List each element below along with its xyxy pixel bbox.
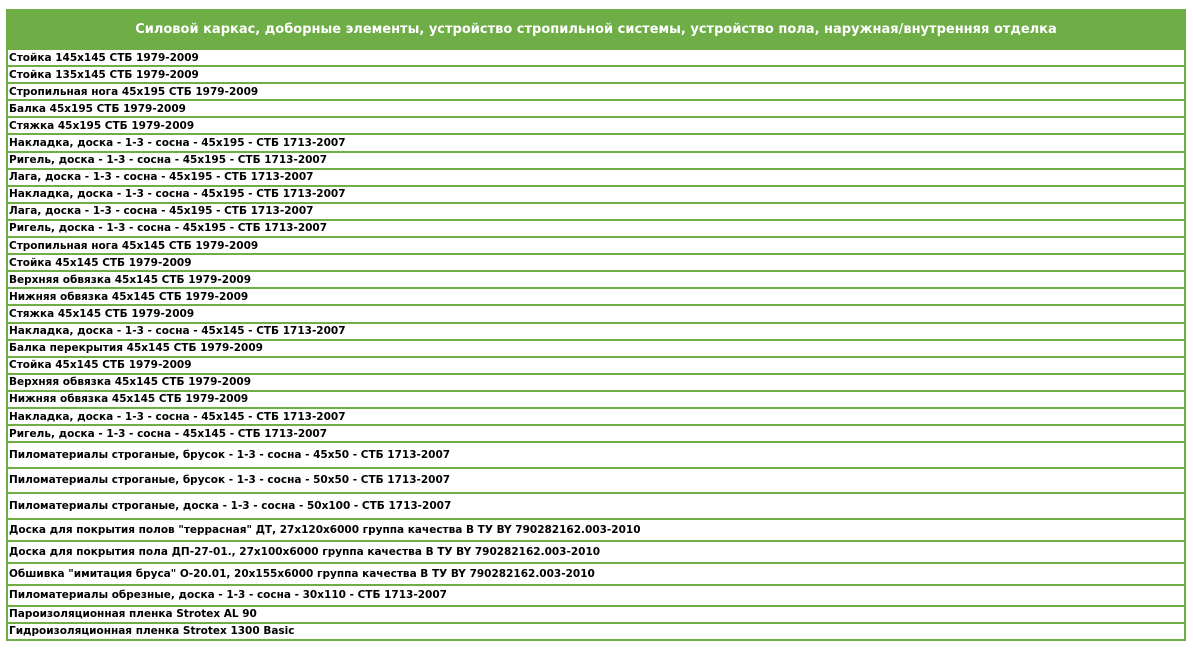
table-rows [8, 48, 1184, 639]
table-row: Верхняя обвязка 45х145 СТБ 1979-2009 [8, 270, 1184, 287]
table-row: Пиломатериалы строганые, брусок - 1-3 - сосна - 45х50 - СТБ 1713-2007 [8, 441, 1184, 467]
table-row: Накладка, доска - 1-3 - сосна - 45х195 - СТБ 1713-2007 [8, 133, 1184, 150]
table-row: Накладка, доска - 1-3 - сосна - 45х145 - СТБ 1713-2007 [8, 322, 1184, 339]
table-row: Стойка 45х145 СТБ 1979-2009 [8, 253, 1184, 270]
table-row: Нижняя обвязка 45х145 СТБ 1979-2009 [8, 390, 1184, 407]
table-row: Стяжка 45х145 СТБ 1979-2009 [8, 304, 1184, 321]
table-row: Пиломатериалы строганые, доска - 1-3 - сосна - 50х100 - СТБ 1713-2007 [8, 492, 1184, 518]
table-row: Балка 45х195 СТБ 1979-2009 [8, 99, 1184, 116]
table-row: Стропильная нога 45х145 СТБ 1979-2009 [8, 236, 1184, 253]
table-row: Пиломатериалы обрезные, доска - 1-3 - сосна - 30х110 - СТБ 1713-2007 [8, 584, 1184, 605]
table-row: Лага, доска - 1-3 - сосна - 45х195 - СТБ 1713-2007 [8, 168, 1184, 185]
table-row: Стропильная нога 45х195 СТБ 1979-2009 [8, 82, 1184, 99]
table-row: Нижняя обвязка 45х145 СТБ 1979-2009 [8, 287, 1184, 304]
materials-table [6, 9, 1186, 641]
table-row: Гидроизоляционная пленка Strotex 1300 Basic [8, 622, 1184, 639]
table-row: Ригель, доска - 1-3 - сосна - 45х145 - СТБ 1713-2007 [8, 424, 1184, 441]
table-row: Ригель, доска - 1-3 - сосна - 45х195 - СТБ 1713-2007 [8, 219, 1184, 236]
table-row: Доска для покрытия полов "террасная" ДТ, 27х120х6000 группа качества В ТУ BY 790282162.003-2010 [8, 518, 1184, 540]
table-row: Обшивка "имитация бруса" О-20.01, 20х155х6000 группа качества В ТУ BY 790282162.003-2010 [8, 562, 1184, 584]
table-row: Лага, доска - 1-3 - сосна - 45х195 - СТБ 1713-2007 [8, 202, 1184, 219]
table-row: Стойка 45х145 СТБ 1979-2009 [8, 356, 1184, 373]
table-row: Стойка 135х145 СТБ 1979-2009 [8, 65, 1184, 82]
table-row: Стойка 145х145 СТБ 1979-2009 [8, 48, 1184, 65]
table-row: Верхняя обвязка 45х145 СТБ 1979-2009 [8, 373, 1184, 390]
table-row: Накладка, доска - 1-3 - сосна - 45х195 - СТБ 1713-2007 [8, 185, 1184, 202]
table-row: Ригель, доска - 1-3 - сосна - 45х195 - СТБ 1713-2007 [8, 151, 1184, 168]
table-row: Стяжка 45х195 СТБ 1979-2009 [8, 116, 1184, 133]
table-row: Пароизоляционная пленка Strotex AL 90 [8, 605, 1184, 622]
table-title: Силовой каркас, доборные элементы, устройство стропильной системы, устройство пола, наружная/внутренняя отделка [8, 11, 1184, 48]
table-row: Доска для покрытия пола ДП-27-01., 27х100х6000 группа качества В ТУ BY 790282162.003-2010 [8, 540, 1184, 562]
table-row: Накладка, доска - 1-3 - сосна - 45х145 - СТБ 1713-2007 [8, 407, 1184, 424]
table-row: Балка перекрытия 45х145 СТБ 1979-2009 [8, 339, 1184, 356]
table-row: Пиломатериалы строганые, брусок - 1-3 - сосна - 50х50 - СТБ 1713-2007 [8, 467, 1184, 493]
